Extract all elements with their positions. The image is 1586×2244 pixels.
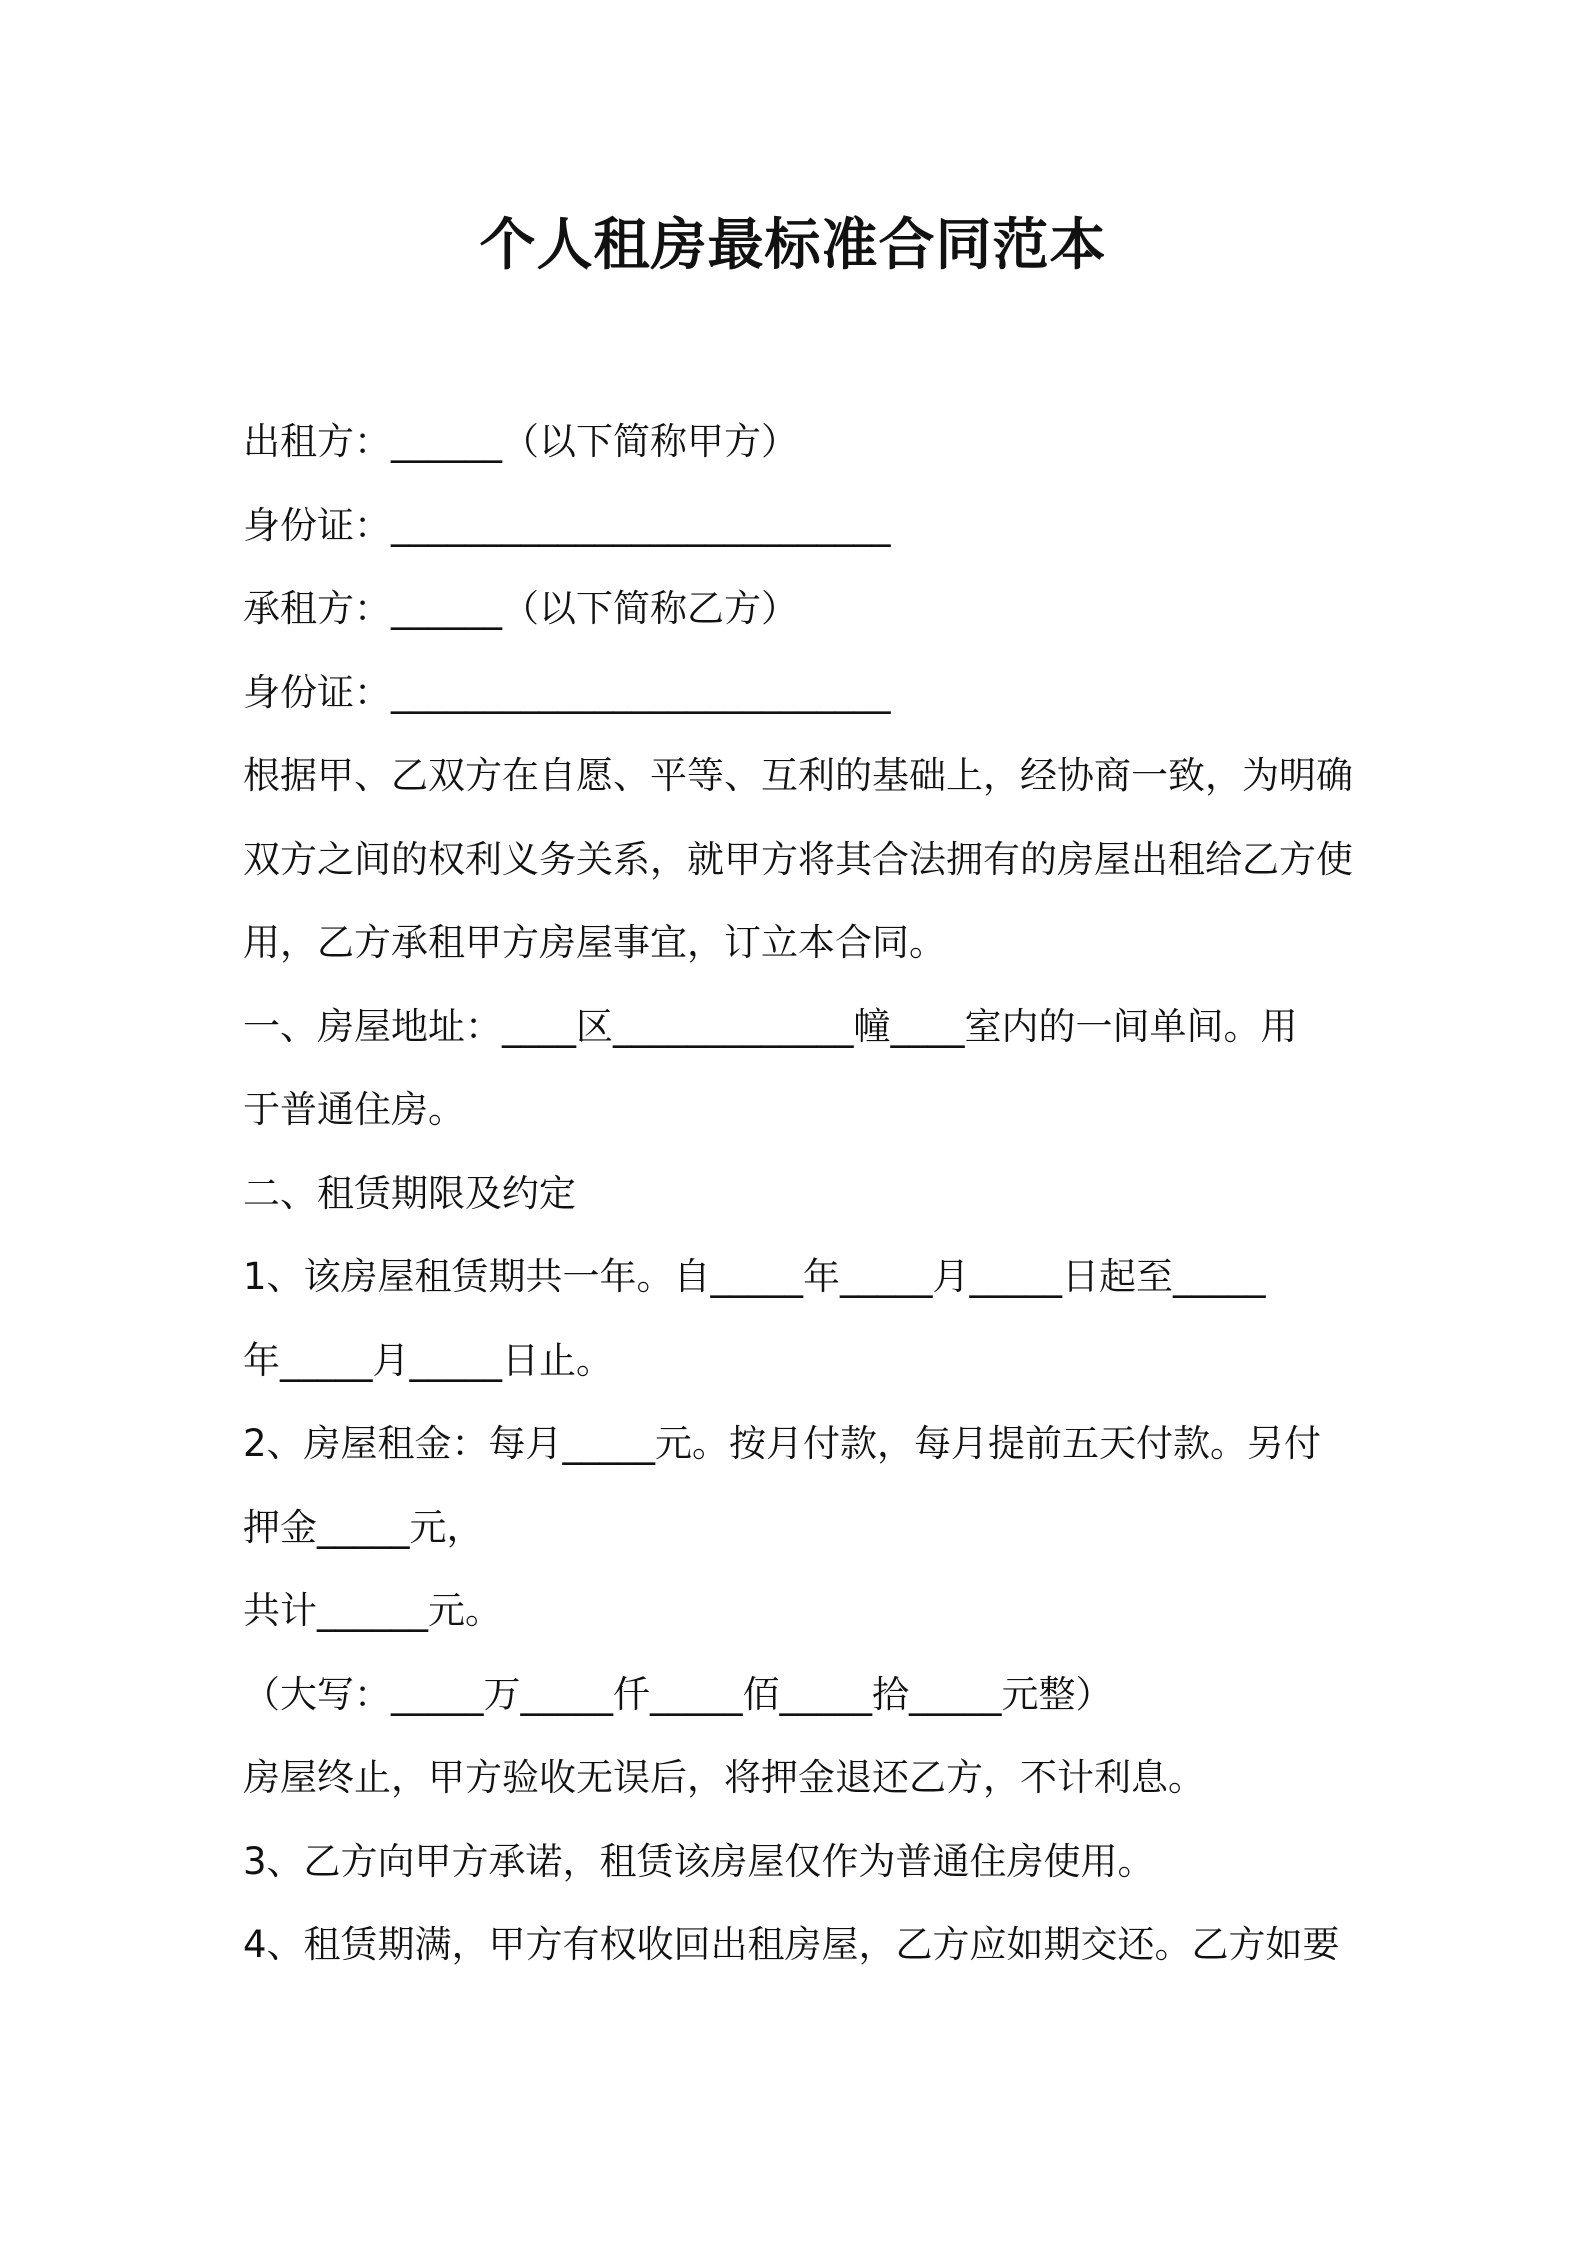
document-title: 个人租房最标准合同范本 xyxy=(479,213,1107,278)
lessor-line: 出租方：______（以下简称甲方） xyxy=(243,420,798,463)
clause-2-heading: 二、租赁期限及约定 xyxy=(243,1171,576,1215)
clause-3-line: 3、乙方向甲方承诺，租赁该房屋仅作为普通住房使用。 xyxy=(243,1839,1155,1883)
rent-line-2: 押金_____元， xyxy=(243,1505,484,1549)
lessor-id-line: 身份证：___________________________ xyxy=(243,503,891,547)
clause-1-address-line-2: 于普通住房。 xyxy=(243,1088,465,1131)
term-line-2: 年_____月_____日止。 xyxy=(243,1338,613,1382)
lessee-id-line: 身份证：___________________________ xyxy=(243,670,891,714)
amount-in-words-line: （大写：_____万_____仟_____佰_____拾_____元整） xyxy=(243,1672,1113,1716)
clause-4-line: 4、租赁期满，甲方有权收回出租房屋，乙方应如期交还。乙方如要 xyxy=(243,1923,1340,1966)
rent-line-1: 2、房屋租金：每月_____元。按月付款，每月提前五天付款。另付 xyxy=(243,1422,1322,1465)
total-line: 共计______元。 xyxy=(243,1589,502,1632)
contract-body xyxy=(243,400,1363,1987)
lessee-line: 承租方：______（以下简称乙方） xyxy=(243,587,798,630)
deposit-refund-line: 房屋终止，甲方验收无误后，将押金退还乙方，不计利息。 xyxy=(243,1756,1205,1799)
preamble-line-1: 根据甲、乙双方在自愿、平等、互利的基础上，经协商一致，为明确 xyxy=(243,754,1353,797)
clause-1-address-line-1: 一、房屋地址：____区_____________幢____室内的一间单间。用 xyxy=(243,1004,1298,1048)
preamble-line-3: 用，乙方承租甲方房屋事宜，订立本合同。 xyxy=(243,921,946,964)
preamble-line-2: 双方之间的权利义务关系，就甲方将其合法拥有的房屋出租给乙方使 xyxy=(243,837,1353,881)
term-line-1: 1、该房屋租赁期共一年。自_____年_____月_____日起至_____ xyxy=(243,1255,1266,1298)
